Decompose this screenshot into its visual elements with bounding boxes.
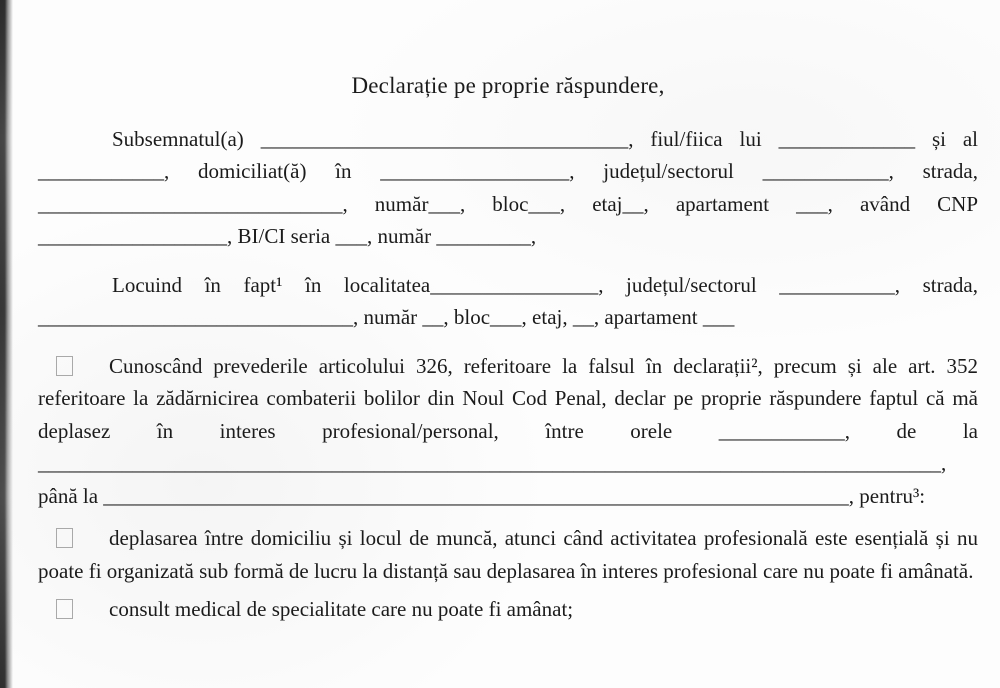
paragraph-declaration <box>38 350 978 513</box>
paragraph-identity-text: Subsemnatul(a) ___________________________________, fiul/fiica lui _____________ și al ____________, domiciliat(ă) în __________________, județul/sectorul ____________, strada, _____________________________, număr___, bloc___, etaj__, apartament ___, având CNP __________________, BI/CI seria ___, număr _________, <box>38 126 978 248</box>
checkbox-icon <box>56 528 73 548</box>
paragraph-reason-commute-text: deplasarea între domiciliu și locul de muncă, atunci când activitatea profesională este esențială și nu poate fi organizată sub formă de lucru la distanță sau deplasarea în interes profesional care nu poate fi amânată. <box>38 526 978 583</box>
paragraph-residence-text: Locuind în fapt¹ în localitatea________________, județul/sectorul ___________, strada, ______________________________, număr __, bloc___, etaj, __, apartament ___ <box>38 272 978 329</box>
checkbox-icon <box>56 356 73 376</box>
paragraph-residence <box>38 269 978 334</box>
paragraph-reason-medical-text: consult medical de specialitate care nu poate fi amânat; <box>109 597 574 621</box>
document-title: Declarație pe proprie răspundere, <box>351 73 665 98</box>
checkbox-icon <box>56 599 73 619</box>
paragraph-reason-commute <box>38 522 978 587</box>
paragraph-declaration-text: Cunoscând prevederile articolului 326, referitoare la falsul în declarații², precum și ale art. 352 referitoare la zădărnicirea combaterii bolilor din Noul Cod Penal, declar pe proprie răspundere faptul că mă deplasez în interes profesional/personal, între orele ____________, de la ______________________________________________________________________________________, până la _______________________________________________________________________, pentru³: <box>38 353 978 508</box>
paragraph-identity <box>38 123 978 253</box>
paragraph-reason-medical <box>38 593 978 626</box>
